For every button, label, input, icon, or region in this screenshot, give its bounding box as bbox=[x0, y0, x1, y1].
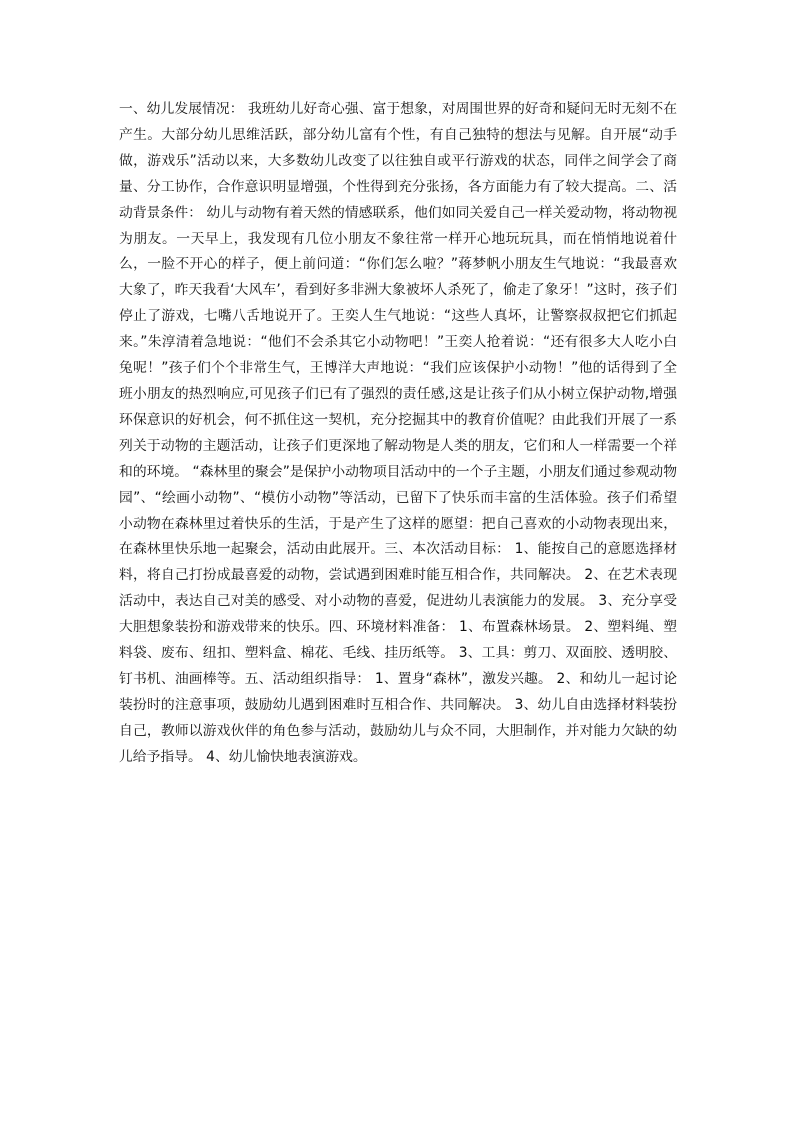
document-body-text: 一、幼儿发展情况： 我班幼儿好奇心强、富于想象，对周围世界的好奇和疑问无时无刻不在产生。大部分幼儿思维活跃，部分幼儿富有个性，有自己独特的想法与见解。自开展“动手做，游戏乐”活动以来，大多数幼儿改变了以往独自或平行游戏的状态，同伴之间学会了商量、分工协作，合作意识明显增强，个性得到充分张扬，各方面能力有了较大提高。二、活动背景条件： 幼儿与动物有着天然的情感联系，他们如同关爱自己一样关爱动物，将动物视为朋友。一天早上，我发现有几位小朋友不象往常一样开心地玩玩具，而在悄悄地说着什么，一脸不开心的样子，便上前问道：“你们怎么啦？”蒋梦帆小朋友生气地说：“我最喜欢大象了，昨天我看‘大风车’，看到好多非洲大象被坏人杀死了，偷走了象牙！”这时，孩子们停止了游戏，七嘴八舌地说开了。王奕人生气地说：“这些人真坏，让警察叔叔把它们抓起来。”朱淳清着急地说：“他们不会杀其它小动物吧！”王奕人抢着说：“还有很多大人吃小白兔呢！”孩子们个个非常生气，王博洋大声地说：“我们应该保护小动物！”他的话得到了全班小朋友的热烈响应,可见孩子们已有了强烈的责任感,这是让孩子们从小树立保护动物,增强环保意识的好机会，何不抓住这一契机，充分挖掘其中的教育价值呢？由此我们开展了一系列关于动物的主题活动，让孩子们更深地了解动物是人类的朋友，它们和人一样需要一个祥和的环境。 “森林里的聚会”是保护小动物项目活动中的一个子主题，小朋友们通过参观动物园”、“绘画小动物”、“模仿小动物”等活动，已留下了快乐而丰富的生活体验。孩子们希望小动物在森林里过着快乐的生活，于是产生了这样的愿望：把自己喜欢的小动物表现出来，在森林里快乐地一起聚会，活动由此展开。三、本次活动目标： 1、能按自己的意愿选择材料，将自己打扮成最喜爱的动物，尝试遇到困难时能互相合作，共同解决。 2、在艺术表现活动中，表达自己对美的感受、对小动物的喜爱，促进幼儿表演能力的发展。 3、充分享受大胆想象装扮和游戏带来的快乐。四、环境材料准备： 1、布置森林场景。 2、塑料绳、塑料袋、废布、纽扣、塑料盒、棉花、毛线、挂历纸等。 3、工具：剪刀、双面胶、透明胶、钉书机、油画棒等。五、活动组织指导： 1、置身“森林”，激发兴趣。 2、和幼儿一起讨论装扮时的注意事项，鼓励幼儿遇到困难时互相合作、共同解决。 3、幼儿自由选择材料装扮自己，教师以游戏伙伴的角色参与活动，鼓励幼儿与众不同，大胆制作，并对能力欠缺的幼儿给予指导。 4、幼儿愉快地表演游戏。 bbox=[119, 101, 677, 765]
